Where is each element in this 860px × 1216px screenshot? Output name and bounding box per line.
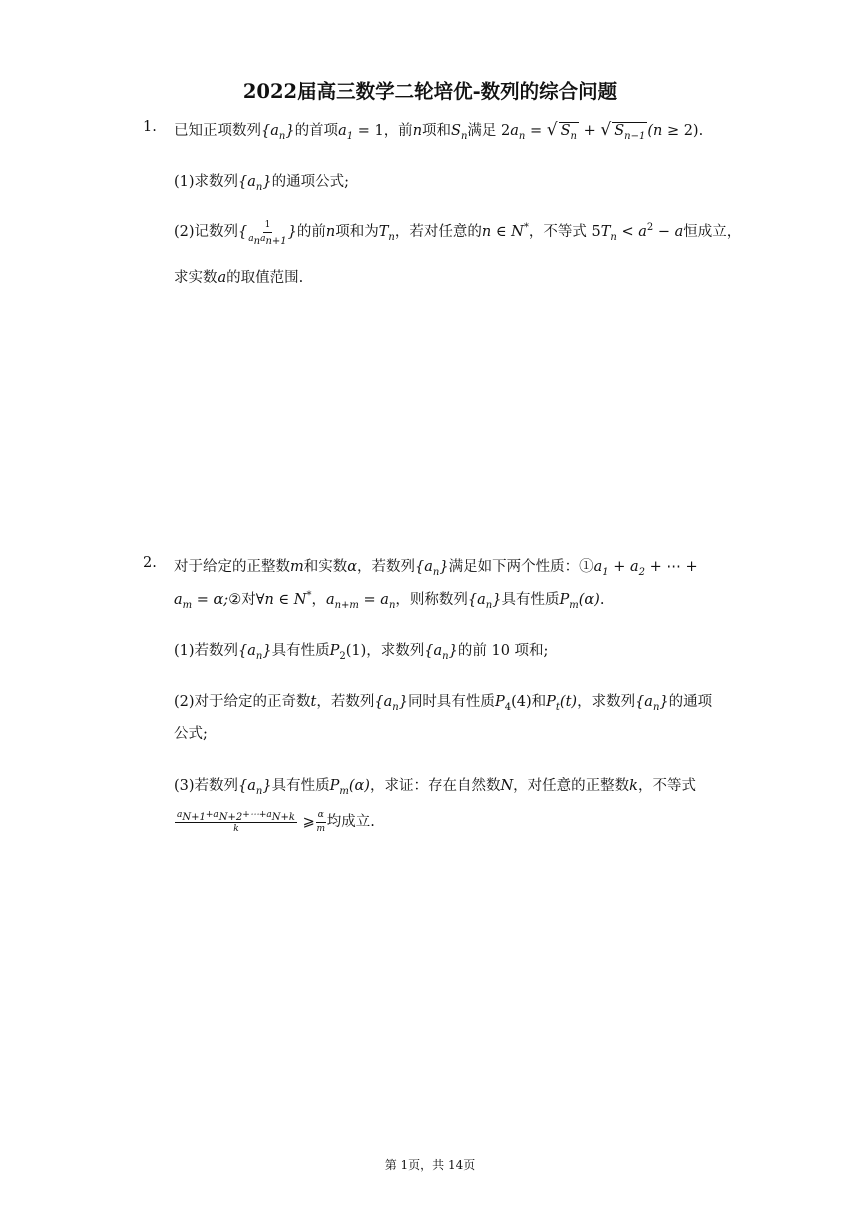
page-footer: 第 1页，共 14页 xyxy=(384,1158,476,1172)
part-3: (3)若数列$\{a_n\}$具有性质$P_m(\alpha)$，求证：存在自然数N，对任意的正整数k，不等式 xyxy=(174,778,696,797)
part-2-cont: 求实数a的取值范围. xyxy=(174,270,304,286)
question-number: 1. xyxy=(143,119,157,135)
part-1: (1)若数列$\{a_n\}$具有性质$P_2(1)$，求数列$\{a_n\}$的前 10 项和; xyxy=(174,643,549,662)
question-stem: 已知正项数列$\{a_n\}$的首项$a_1 = 1$，前n项和$S_n$满足 $2a_n$ = √ $S_n$ + √ $S_{n-1}$ (n ≥ 2). xyxy=(174,120,704,142)
part-2-cont: 公式; xyxy=(174,726,208,742)
question-stem-cont: $a_m$ = α;②对∀n ∈ N*，$a_{n+m} = a_n$，则称数列$\{a_n\}$具有性质$P_m(\alpha)$. xyxy=(174,590,605,611)
question-stem: 对于给定的正整数m和实数α，若数列$\{a_n\}$满足如下两个性质：$①a_1 + a_2$ + ⋯ + xyxy=(174,559,698,578)
part-1: (1)求数列$\{a_n\}$的通项公式; xyxy=(174,174,349,193)
part-3-cont: $\frac{a_{N+1}+a_{N+2}+\cdots+a_{N+k}}{k}$ ⩾ $\frac{\alpha}{m}$ 均成立. xyxy=(177,809,375,834)
page-title: 2022届高三数学二轮培优-数列的综合问题 xyxy=(242,80,618,103)
part-2: (2)记数列{ $\frac{1}{a_na_{n+1}}$ }的前n项和为$T_n$，若对任意的n ∈ N*，不等式 $5T_n < a^2 - a$恒成立， xyxy=(174,219,742,247)
question-number: 2. xyxy=(143,555,157,571)
part-2: (2)对于给定的正奇数t，若数列$\{a_n\}$同时具有性质$P_4(4)$和$P_t(t)$，求数列$\{a_n\}$的通项 xyxy=(174,694,713,713)
